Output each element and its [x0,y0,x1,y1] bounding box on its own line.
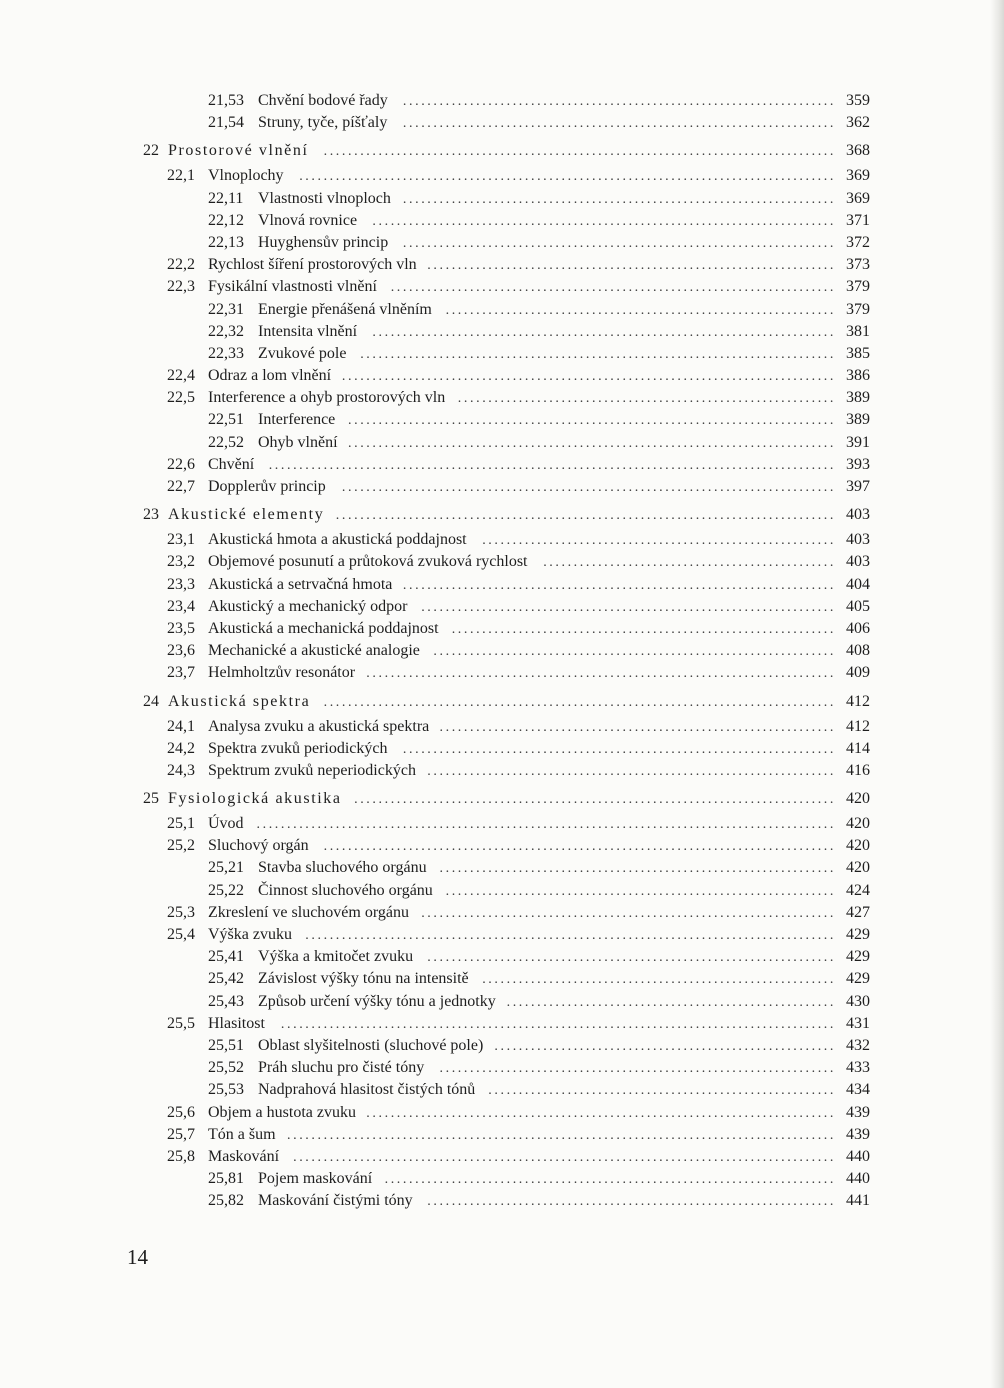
entry-number: 24 [143,692,159,710]
entry-number: 25,82 [208,1192,244,1210]
entry-title: Analysa zvuku a akustická spektra [208,717,430,735]
entry-number: 21,54 [208,114,244,132]
dot-leader: .................................................................. [433,644,836,660]
dot-leader: ............................................................................. [366,666,836,682]
toc-entry [0,432,870,454]
entry-number: 22,7 [167,478,195,495]
dot-leader: ........................................................................................ [299,169,836,185]
entry-title: Závislost výšky tónu na intensitě [258,970,469,988]
toc-entry [0,1013,870,1035]
entry-page: 381 [846,322,870,340]
dot-leader: ....................................................................... [402,191,836,207]
entry-number: 22,31 [208,300,244,318]
entry-page: 439 [846,1103,870,1121]
entry-page: 369 [846,167,870,185]
dot-leader: .......................................................................... [384,1172,836,1188]
toc-entry [0,276,870,298]
entry-page: 420 [846,859,870,877]
entry-number: 25,1 [167,815,195,833]
entry-title: Maskování čistými tóny [258,1192,413,1210]
entry-number: 22,1 [167,167,195,185]
entry-title: Intensita vlnění [258,322,358,340]
entry-title: Vlnoplochy [208,167,284,185]
toc-entry [0,365,870,387]
entry-number: 25,52 [208,1059,244,1077]
entry-title: Objem a hustota zvuku [208,1103,356,1121]
entry-page: 429 [846,948,870,966]
entry-title: Helmholtzův resonátor [208,664,356,682]
dot-leader: ....................................................................... [402,116,836,132]
entry-title: Akustická a mechanická poddajnost [208,619,439,637]
toc-entry [0,813,870,835]
entry-page: 385 [846,344,870,362]
entry-page: 403 [846,553,870,571]
entry-page: 412 [846,717,870,735]
entry-number: 22,12 [208,211,244,229]
toc-entry [0,662,870,684]
entry-number: 23,3 [167,575,195,593]
entry-number: 25,43 [208,992,244,1010]
entry-title: Pojem maskování [258,1170,373,1188]
toc-entry [0,529,870,551]
entry-number: 25 [143,790,159,808]
entry-title: Ohyb vlnění [258,433,338,451]
dot-leader: ....................................................................... [402,741,836,757]
entry-title: Odraz a lom vlnění [208,367,332,385]
toc-entry [0,968,870,990]
entry-page: 405 [846,597,870,615]
dot-leader: .............................................................. [457,391,836,407]
entry-number: 25,41 [208,948,244,966]
toc-chapter-entry [0,788,870,812]
entry-page: 434 [846,1081,870,1099]
dot-leader: ........................................................................................... [280,1016,836,1032]
dot-leader: ....................................................................... [402,577,836,593]
entry-title: Stavba sluchového orgánu [258,859,427,877]
entry-title: Interference a ohyb prostorových vln [208,389,446,407]
entry-number: 23,5 [167,619,195,637]
entry-title: Objemové posunutí a průtoková zvuková rychlost [208,553,528,571]
entry-title: Akustická spektra [168,692,311,710]
dot-leader: .......................................................................................... [287,1127,836,1143]
toc-chapter-entry [0,504,870,528]
entry-number: 25,5 [167,1014,195,1032]
dot-leader: .................................................................... [421,905,836,921]
entry-title: Rychlost šíření prostorových vln [208,256,417,274]
entry-number: 23 [143,506,159,524]
dot-leader: ....................................................................... [402,94,836,109]
entry-page: 440 [846,1147,870,1165]
entry-title: Sluchový orgán [208,837,309,855]
entry-number: 25,21 [208,859,244,877]
entry-number: 25,42 [208,970,244,988]
toc-entry [0,991,870,1013]
dot-leader: .............................................................................. [360,346,836,362]
entry-number: 22,33 [208,344,244,362]
entry-title: Vlastnosti vlnoploch [258,189,391,207]
entry-title: Interference [258,411,336,429]
toc-entry [0,210,870,232]
entry-title: Akustická a setrvačná hmota [208,575,393,593]
toc-entry [0,1190,870,1212]
dot-leader: ................................................................................. [341,480,836,495]
entry-number: 24,1 [167,717,195,735]
entry-page: 439 [846,1125,870,1143]
entry-number: 22,52 [208,433,244,451]
entry-page: 404 [846,575,870,593]
dot-leader: ................................................................ [445,883,836,899]
entry-number: 23,2 [167,553,195,571]
entry-number: 25,8 [167,1147,195,1165]
entry-page: 429 [846,970,870,988]
toc-entry [0,112,870,134]
toc-entry [0,760,870,782]
entry-page: 386 [846,367,870,385]
dot-leader: ........................................................ [494,1038,836,1054]
dot-leader: ................................................................... [427,950,836,966]
toc-entry [0,165,870,187]
entry-page: 359 [846,92,870,109]
toc-entry [0,299,870,321]
toc-entry [0,90,870,112]
dot-leader: ................................................................. [439,861,836,877]
entry-page: 389 [846,389,870,407]
toc-entry [0,924,870,946]
dot-leader: ................................................ [543,555,836,571]
toc-entry [0,321,870,343]
dot-leader: ............................................................................ [372,213,836,229]
entry-page: 391 [846,433,870,451]
toc-entry [0,857,870,879]
entry-number: 23,1 [167,531,195,549]
entry-number: 24,3 [167,761,195,779]
entry-page: 440 [846,1170,870,1188]
entry-number: 22,32 [208,322,244,340]
entry-number: 23,6 [167,642,195,660]
toc-entry [0,574,870,596]
entry-title: Úvod [208,815,244,833]
entry-number: 22 [143,142,159,160]
toc-entry [0,454,870,476]
table-of-contents [0,90,1004,1212]
entry-title: Akustické elementy [168,506,325,524]
entry-number: 25,22 [208,881,244,899]
entry-page: 420 [846,790,870,808]
entry-page: 429 [846,926,870,943]
toc-entry [0,1057,870,1079]
entry-page: 409 [846,664,870,682]
entry-page: 406 [846,619,870,637]
toc-entry [0,188,870,210]
dot-leader: .................................................................................... [323,694,836,710]
entry-title: Fysikální vlastnosti vlnění [208,278,377,296]
toc-entry [0,476,870,498]
entry-page: 408 [846,642,870,660]
entry-title: Huyghensův princip [258,233,389,251]
entry-title: Maskování [208,1147,280,1165]
entry-title: Zvukové pole [258,344,347,362]
entry-number: 22,4 [167,367,195,385]
dot-leader: ................................................................. [439,719,836,735]
entry-page: 379 [846,278,870,296]
dot-leader: .................................................................................... [323,144,836,160]
entry-page: 427 [846,903,870,921]
entry-title: Činnost sluchového orgánu [258,881,433,899]
entry-title: Vlnová rovnice [258,211,358,229]
entry-title: Nadprahová hlasitost čistých tónů [258,1081,476,1099]
toc-entry [0,1168,870,1190]
dot-leader: .................................................................................... [323,839,836,855]
dot-leader: ............................................................... [451,621,836,637]
entry-page: 412 [846,692,870,710]
entry-number: 22,6 [167,455,195,473]
entry-number: 21,53 [208,92,244,109]
entry-page: 371 [846,211,870,229]
entry-title: Struny, tyče, píšťaly [258,114,388,132]
entry-page: 431 [846,1014,870,1032]
entry-title: Oblast slyšitelnosti (sluchové pole) [258,1036,484,1054]
entry-title: Energie přenášená vlněním [258,300,432,318]
dot-leader: .......................................................... [482,972,836,988]
dot-leader: ................................................................................. [341,369,836,385]
dot-leader: ................................................................... [427,1194,836,1210]
entry-title: Práh sluchu pro čisté tóny [258,1059,425,1077]
toc-entry [0,716,870,738]
entry-page: 433 [846,1059,870,1077]
entry-page: 403 [846,506,870,524]
entry-page: 373 [846,256,870,274]
entry-page: 397 [846,478,870,495]
entry-title: Spektrum zvuků neperiodických [208,761,416,779]
entry-page: 441 [846,1192,870,1210]
entry-title: Chvění [208,455,255,473]
dot-leader: ............................................................................... [354,792,836,808]
entry-number: 25,51 [208,1036,244,1054]
entry-title: Akustický a mechanický odpor [208,597,408,615]
entry-number: 25,7 [167,1125,195,1143]
toc-chapter-entry [0,140,870,164]
dot-leader: ................................................................. [439,1061,836,1077]
entry-title: Výška zvuku [208,926,292,943]
toc-entry [0,1124,870,1146]
dot-leader: ....................................................................................... [305,928,836,943]
entry-title: Zkreslení ve sluchovém orgánu [208,903,409,921]
toc-entry [0,551,870,573]
entry-title: Způsob určení výšky tónu a jednotky [258,992,496,1010]
toc-entry [0,1079,870,1101]
toc-entry [0,738,870,760]
entry-page: 430 [846,992,870,1010]
dot-leader: ............................................................................ [372,324,836,340]
toc-entry [0,946,870,968]
entry-title: Hlasitost [208,1014,265,1032]
toc-entry [0,618,870,640]
dot-leader: .......................................................... [482,533,836,549]
toc-entry [0,343,870,365]
entry-page: 369 [846,189,870,207]
entry-page: 420 [846,815,870,833]
entry-title: Výška a kmitočet zvuku [258,948,414,966]
toc-entry [0,1035,870,1057]
entry-number: 22,13 [208,233,244,251]
toc-entry [0,254,870,276]
entry-number: 24,2 [167,739,195,757]
dot-leader: ............................................................................................... [256,817,836,833]
dot-leader: ......................................................................... [390,280,836,296]
entry-page: 420 [846,837,870,855]
dot-leader: ................................................................ [445,302,836,318]
entry-page: 379 [846,300,870,318]
entry-title: Dopplerův princip [208,478,326,495]
entry-title: Chvění bodové řady [258,92,388,109]
toc-entry [0,387,870,409]
entry-number: 22,11 [208,189,244,207]
entry-number: 25,81 [208,1170,244,1188]
toc-entry [0,835,870,857]
entry-title: Tón a šum [208,1125,276,1143]
dot-leader: ......................................................... [488,1083,836,1099]
toc-chapter-entry [0,691,870,715]
toc-entry [0,596,870,618]
entry-page: 403 [846,531,870,549]
entry-title: Fysiologická akustika [168,790,342,808]
dot-leader: .................................................................... [421,599,836,615]
toc-entry [0,902,870,924]
entry-number: 25,6 [167,1103,195,1121]
entry-number: 25,3 [167,903,195,921]
entry-page: 372 [846,233,870,251]
entry-number: 22,3 [167,278,195,296]
entry-number: 22,5 [167,389,195,407]
dot-leader: ................................................................................ [348,413,836,429]
entry-title: Prostorové vlnění [168,142,309,160]
entry-page: 414 [846,739,870,757]
dot-leader: .................................................................................. [335,508,836,524]
entry-number: 22,51 [208,411,244,429]
toc-entry [0,1146,870,1168]
dot-leader: ................................................................... [427,258,836,274]
entry-page: 432 [846,1036,870,1054]
entry-page: 362 [846,114,870,132]
toc-entry [0,232,870,254]
page-number: 14 [127,1245,148,1269]
entry-number: 25,53 [208,1081,244,1099]
entry-page: 368 [846,142,870,160]
entry-number: 25,2 [167,837,195,855]
dot-leader: ................................................................................ [348,435,836,451]
dot-leader: ............................................................................. [366,1105,836,1121]
dot-leader: ............................................................................................. [268,457,836,473]
entry-number: 23,7 [167,664,195,682]
entry-title: Spektra zvuků periodických [208,739,388,757]
toc-entry [0,880,870,902]
dot-leader: ......................................................................................... [293,1149,836,1165]
toc-entry [0,409,870,431]
dot-leader: ................................................................... [427,763,836,779]
dot-leader: ....................................................................... [402,235,836,251]
entry-title: Akustická hmota a akustická poddajnost [208,531,467,549]
entry-title: Mechanické a akustické analogie [208,642,420,660]
entry-page: 389 [846,411,870,429]
entry-page: 424 [846,881,870,899]
toc-entry [0,1102,870,1124]
toc-entry [0,640,870,662]
entry-number: 22,2 [167,256,195,274]
entry-page: 416 [846,761,870,779]
entry-page: 393 [846,455,870,473]
entry-number: 25,4 [167,926,195,943]
entry-number: 23,4 [167,597,195,615]
dot-leader: ...................................................... [506,994,836,1010]
